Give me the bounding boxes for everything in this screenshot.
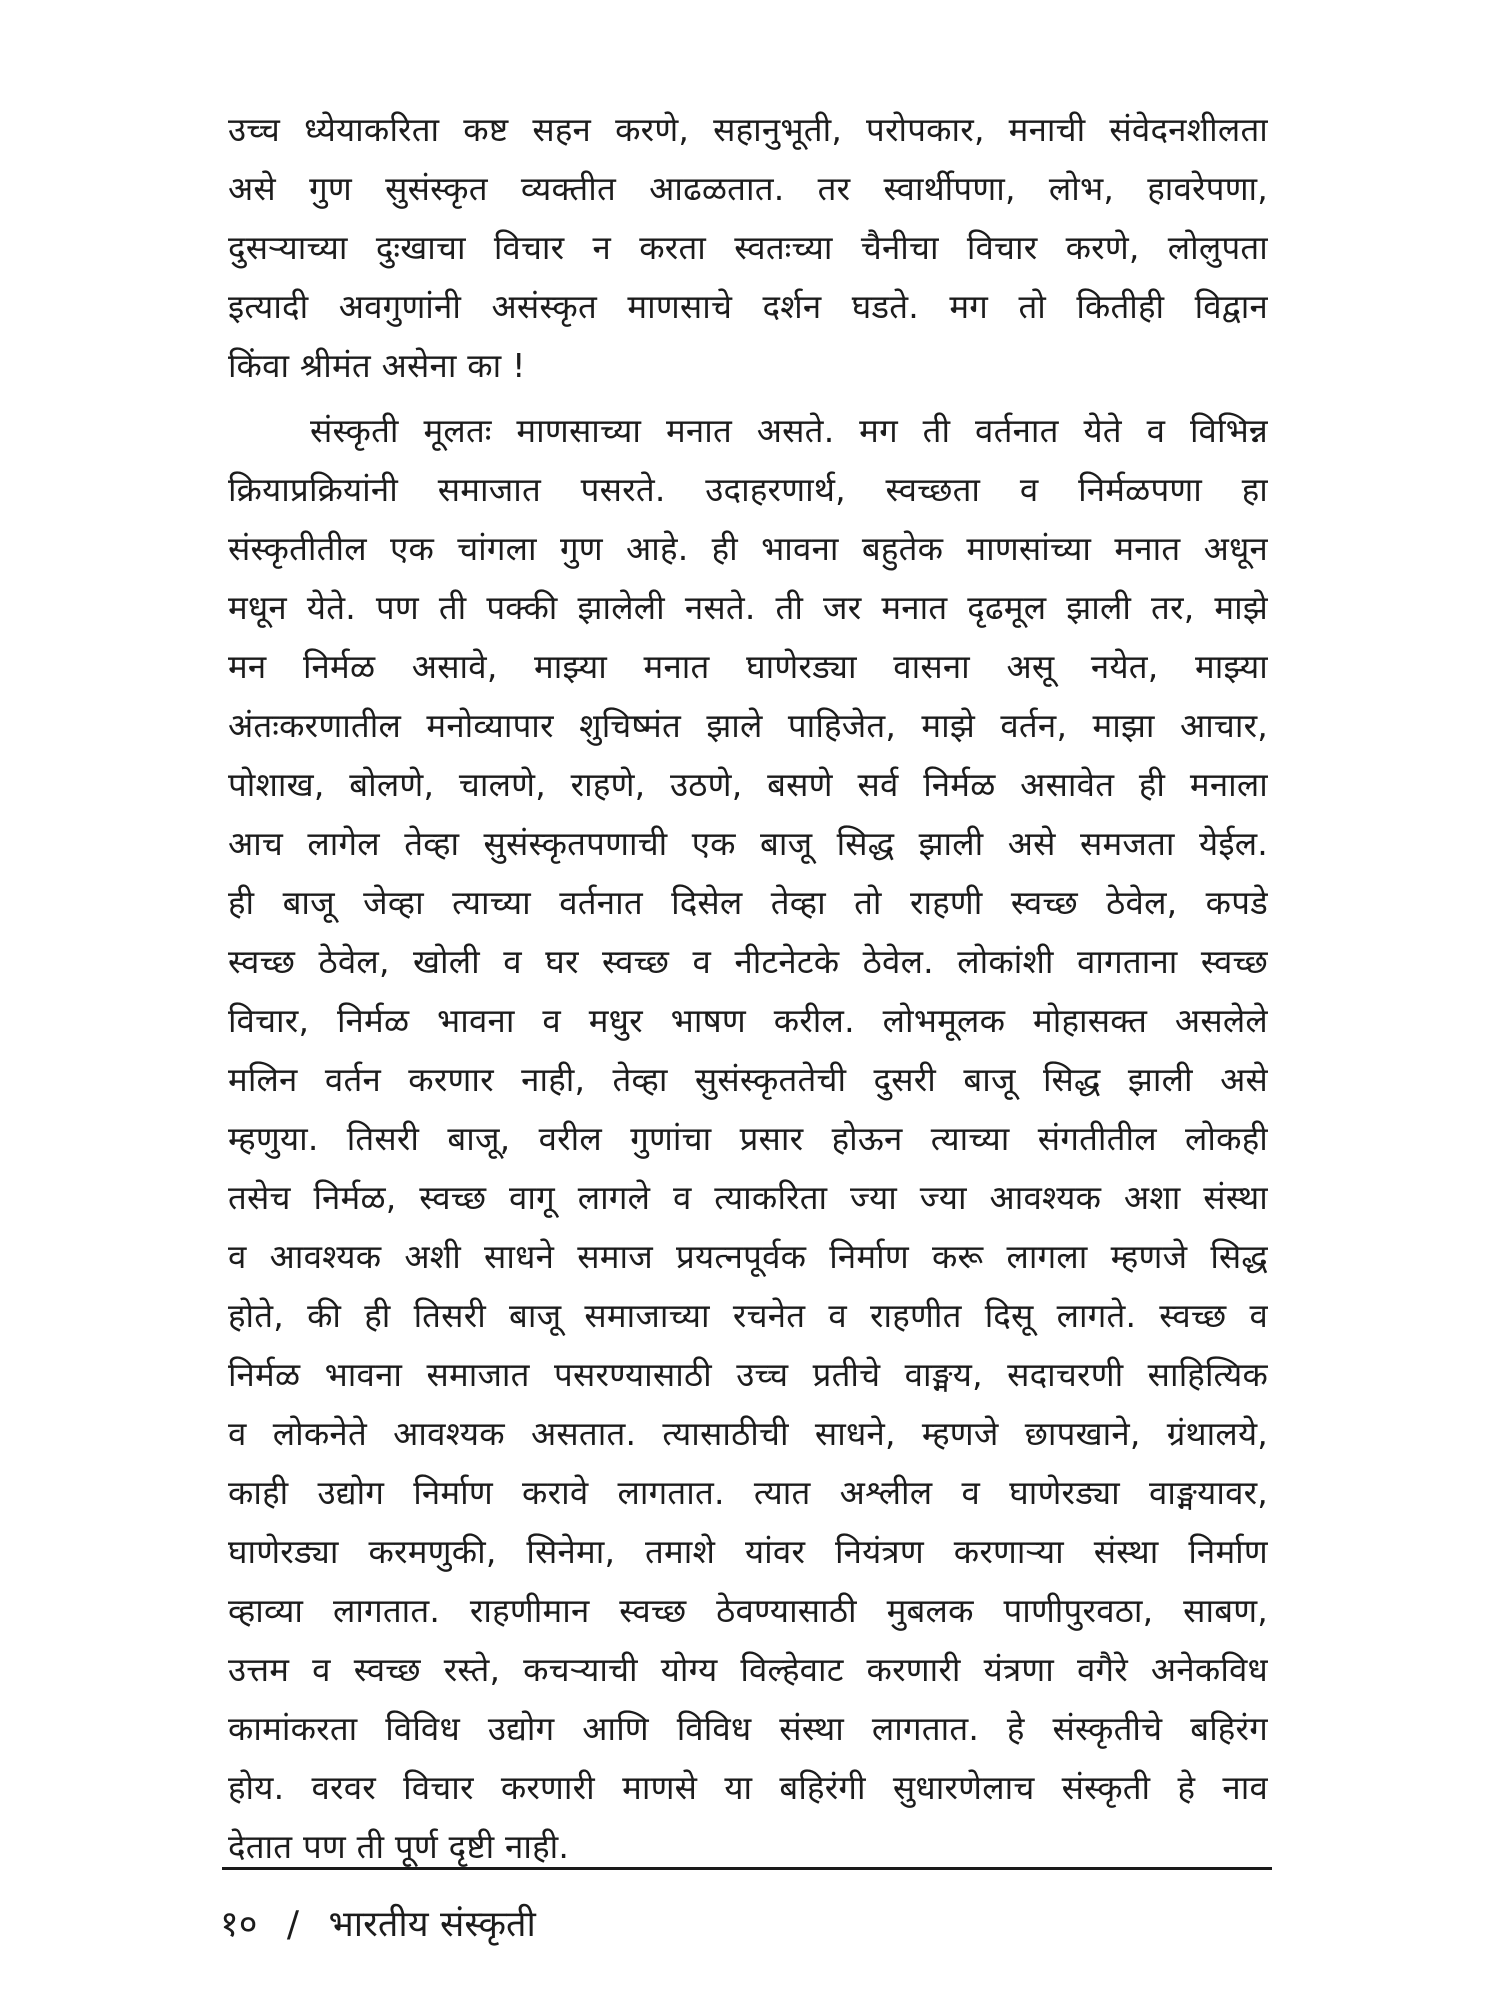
text-line: कामांकरता विविध उद्योग आणि विविध संस्था लागतात. हे संस्कृतीचे बहिरंग <box>228 1709 1268 1748</box>
text-line: किंवा श्रीमंत असेना का ! <box>228 346 526 385</box>
text-line: देतात पण ती पूर्ण दृष्टी नाही. <box>228 1827 570 1866</box>
page-footer <box>220 1895 536 1955</box>
text-line: पोशाख, बोलणे, चालणे, राहणे, उठणे, बसणे सर्व निर्मळ असावेत ही मनाला <box>228 765 1268 804</box>
text-line: मधून येते. पण ती पक्की झालेली नसते. ती जर मनात दृढमूल झाली तर, माझे <box>228 588 1268 627</box>
paragraph-1 <box>228 100 1268 395</box>
text-line: दुसऱ्याच्या दुःखाचा विचार न करता स्वतःच्या चैनीचा विचार करणे, लोलुपता <box>228 228 1268 267</box>
page-number: १० <box>220 1904 258 1945</box>
text-line: विचार, निर्मळ भावना व मधुर भाषण करील. लोभमूलक मोहासक्त असलेले <box>228 1001 1268 1040</box>
text-line: इत्यादी अवगुणांनी असंस्कृत माणसाचे दर्शन घडते. मग तो कितीही विद्वान <box>228 287 1268 326</box>
text-line: स्वच्छ ठेवेल, खोली व घर स्वच्छ व नीटनेटके ठेवेल. लोकांशी वागताना स्वच्छ <box>228 942 1268 981</box>
footer-separator: / <box>286 1904 300 1945</box>
text-line: व आवश्यक अशी साधने समाज प्रयत्नपूर्वक निर्माण करू लागला म्हणजे सिद्ध <box>228 1237 1268 1276</box>
text-line: काही उद्योग निर्माण करावे लागतात. त्यात अश्लील व घाणेरड्या वाङ्मयावर, <box>228 1473 1268 1512</box>
text-line: मन निर्मळ असावे, माझ्या मनात घाणेरड्या वासना असू नयेत, माझ्या <box>228 647 1268 686</box>
book-title: भारतीय संस्कृती <box>328 1904 536 1945</box>
text-line: असे गुण सुसंस्कृत व्यक्तीत आढळतात. तर स्वार्थीपणा, लोभ, हावरेपणा, <box>228 169 1268 208</box>
text-line: उत्तम व स्वच्छ रस्ते, कचऱ्याची योग्य विल्हेवाट करणारी यंत्रणा वगैरे अनेकविध <box>228 1650 1268 1689</box>
text-line: होते, की ही तिसरी बाजू समाजाच्या रचनेत व राहणीत दिसू लागते. स्वच्छ व <box>228 1296 1268 1335</box>
text-line: ही बाजू जेव्हा त्याच्या वर्तनात दिसेल तेव्हा तो राहणी स्वच्छ ठेवेल, कपडे <box>228 883 1268 922</box>
text-line: म्हणुया. तिसरी बाजू, वरील गुणांचा प्रसार होऊन त्याच्या संगतीतील लोकही <box>228 1119 1268 1158</box>
text-line: आच लागेल तेव्हा सुसंस्कृतपणाची एक बाजू सिद्ध झाली असे समजता येईल. <box>228 824 1268 863</box>
text-line: व्हाव्या लागतात. राहणीमान स्वच्छ ठेवण्यासाठी मुबलक पाणीपुरवठा, साबण, <box>228 1591 1268 1630</box>
text-line: निर्मळ भावना समाजात पसरण्यासाठी उच्च प्रतीचे वाङ्मय, सदाचरणी साहित्यिक <box>228 1355 1268 1394</box>
paragraph-2 <box>228 401 1268 1876</box>
footer-rule <box>222 1867 1272 1870</box>
text-line: होय. वरवर विचार करणारी माणसे या बहिरंगी सुधारणेलाच संस्कृती हे नाव <box>228 1768 1268 1807</box>
text-line: घाणेरड्या करमणुकी, सिनेमा, तमाशे यांवर नियंत्रण करणाऱ्या संस्था निर्माण <box>228 1532 1268 1571</box>
text-line: अंतःकरणातील मनोव्यापार शुचिष्मंत झाले पाहिजेत, माझे वर्तन, माझा आचार, <box>228 706 1268 745</box>
body-text <box>228 100 1268 1876</box>
text-line: मलिन वर्तन करणार नाही, तेव्हा सुसंस्कृततेची दुसरी बाजू सिद्ध झाली असे <box>228 1060 1268 1099</box>
text-line: क्रियाप्रक्रियांनी समाजात पसरते. उदाहरणार्थ, स्वच्छता व निर्मळपणा हा <box>228 470 1268 509</box>
text-line: संस्कृतीतील एक चांगला गुण आहे. ही भावना बहुतेक माणसांच्या मनात अधून <box>228 529 1268 568</box>
text-line: व लोकनेते आवश्यक असतात. त्यासाठीची साधने, म्हणजे छापखाने, ग्रंथालये, <box>228 1414 1268 1453</box>
text-line: उच्च ध्येयाकरिता कष्ट सहन करणे, सहानुभूती, परोपकार, मनाची संवेदनशीलता <box>228 110 1268 149</box>
text-line: संस्कृती मूलतः माणसाच्या मनात असते. मग ती वर्तनात येते व विभिन्न <box>310 411 1268 450</box>
text-line: तसेच निर्मळ, स्वच्छ वागू लागले व त्याकरिता ज्या ज्या आवश्यक अशा संस्था <box>228 1178 1268 1217</box>
